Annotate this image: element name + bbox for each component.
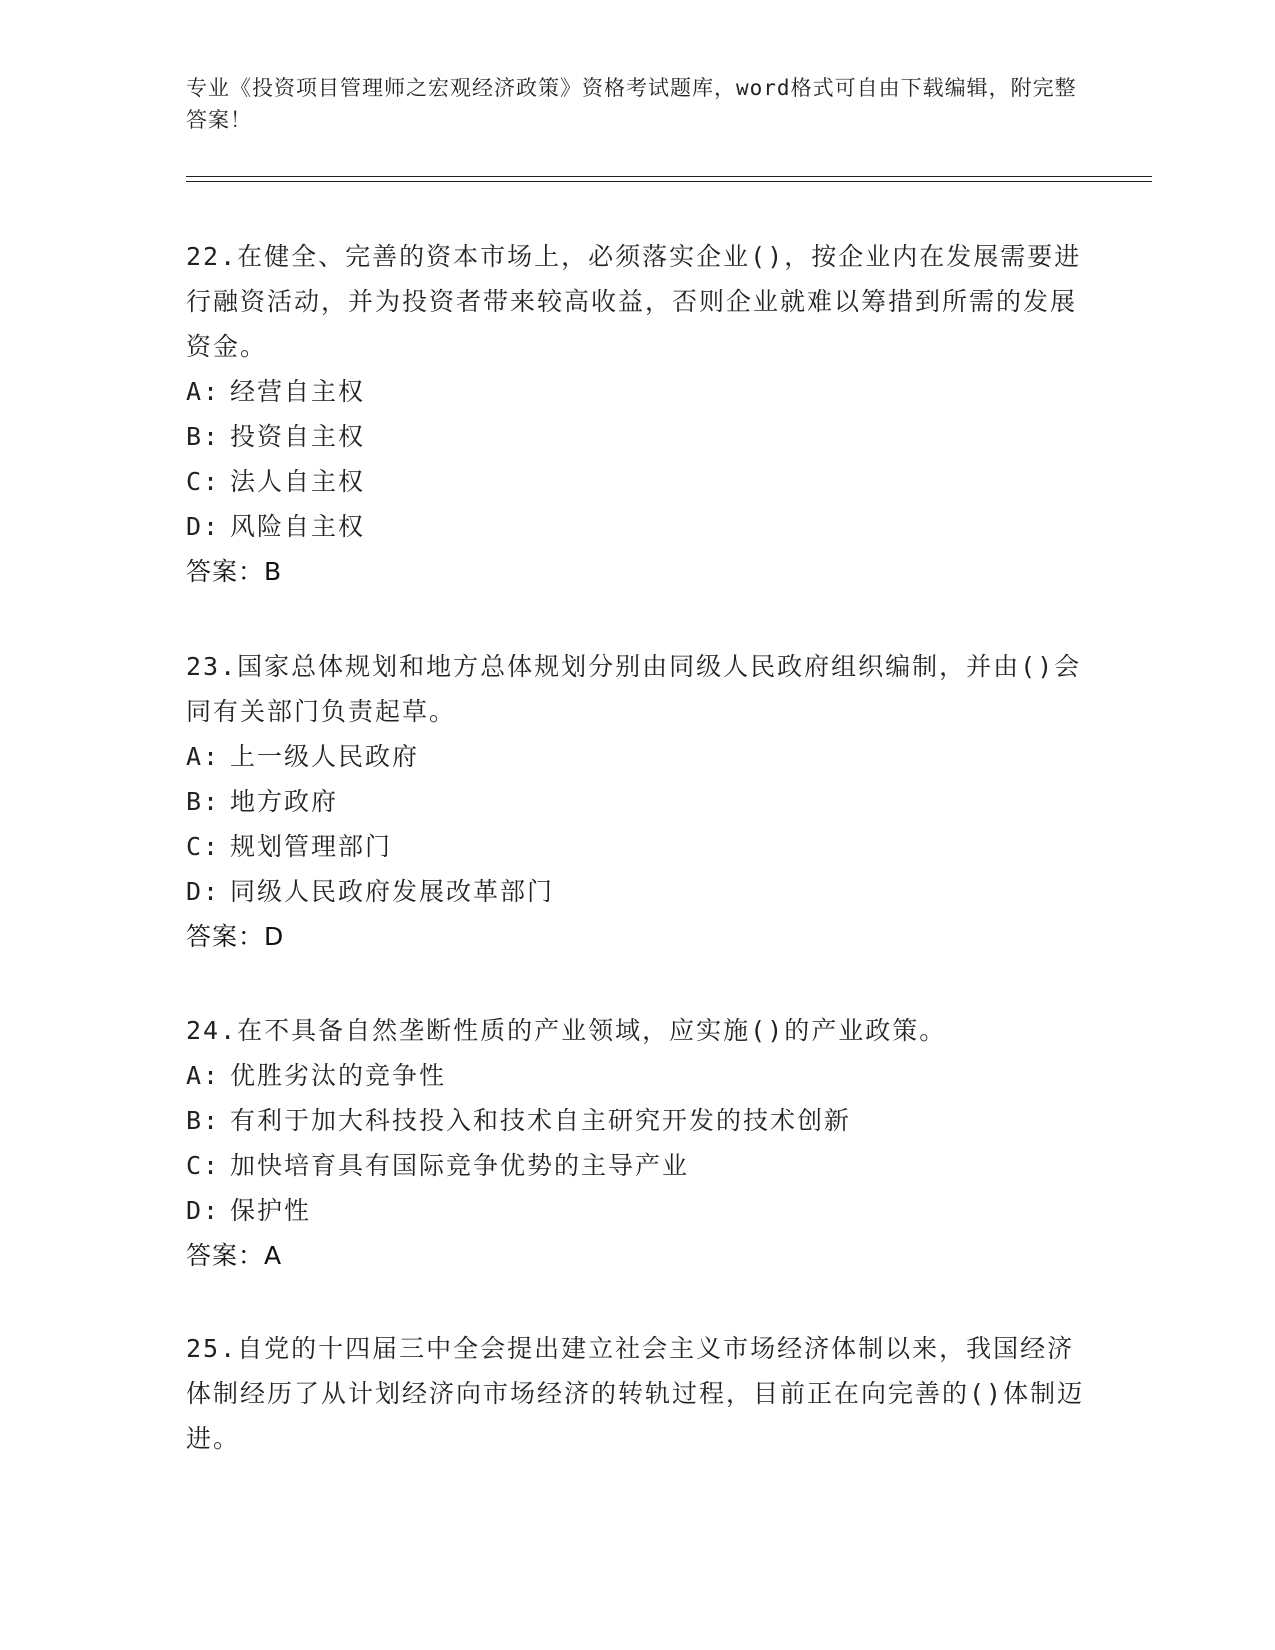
- question-text: 在不具备自然垄断性质的产业领域，应实施()的产业政策。: [237, 1016, 947, 1045]
- question-number: 24.: [186, 1016, 238, 1045]
- option-key: D:: [186, 877, 221, 906]
- header-text: 专业《投资项目管理师之宏观经济政策》资格考试题库，word格式可自由下载编辑，附完整答案！: [186, 76, 1077, 132]
- question-22: [186, 234, 1086, 594]
- question-number: 25.: [186, 1334, 238, 1363]
- option-text: 上一级人民政府: [230, 742, 420, 771]
- option-key: B:: [186, 1106, 221, 1135]
- question-stem: [186, 1008, 1086, 1053]
- option-c: [186, 1143, 1086, 1188]
- option-b: [186, 779, 1086, 824]
- option-text: 有利于加大科技投入和技术自主研究开发的技术创新: [230, 1106, 852, 1135]
- option-text: 保护性: [230, 1196, 312, 1225]
- answer: 答案：A: [186, 1241, 283, 1270]
- option-key: D:: [186, 1196, 221, 1225]
- question-text: 自党的十四届三中全会提出建立社会主义市场经济体制以来，我国经济体制经历了从计划经济向市场经济的转轨过程，目前正在向完善的()体制迈进。: [186, 1334, 1085, 1453]
- document-header: [186, 72, 1086, 136]
- option-key: A:: [186, 377, 221, 406]
- question-number: 22.: [186, 242, 238, 271]
- option-c: [186, 824, 1086, 869]
- question-stem: [186, 1326, 1086, 1461]
- option-key: B:: [186, 787, 221, 816]
- option-d: [186, 1188, 1086, 1233]
- question-stem: [186, 644, 1086, 734]
- header-divider-top: [186, 176, 1152, 177]
- header-divider-bottom: [186, 181, 1152, 182]
- option-key: D:: [186, 512, 221, 541]
- question-25: [186, 1326, 1086, 1461]
- option-text: 法人自主权: [230, 467, 366, 496]
- option-text: 规划管理部门: [230, 832, 393, 861]
- option-text: 经营自主权: [230, 377, 366, 406]
- option-key: C:: [186, 832, 221, 861]
- option-key: C:: [186, 467, 221, 496]
- option-key: C:: [186, 1151, 221, 1180]
- option-text: 加快培育具有国际竞争优势的主导产业: [230, 1151, 690, 1180]
- option-text: 同级人民政府发展改革部门: [230, 877, 555, 906]
- option-c: [186, 459, 1086, 504]
- option-d: [186, 869, 1086, 914]
- question-24: [186, 1008, 1086, 1278]
- option-key: A:: [186, 742, 221, 771]
- option-b: [186, 1098, 1086, 1143]
- question-number: 23.: [186, 652, 238, 681]
- option-d: [186, 504, 1086, 549]
- question-23: [186, 644, 1086, 959]
- option-text: 地方政府: [230, 787, 339, 816]
- option-b: [186, 414, 1086, 459]
- answer: 答案：B: [186, 557, 283, 586]
- option-a: [186, 1053, 1086, 1098]
- option-text: 优胜劣汰的竞争性: [230, 1061, 447, 1090]
- question-text: 在健全、完善的资本市场上，必须落实企业()，按企业内在发展需要进行融资活动，并为投资者带来较高收益，否则企业就难以筹措到所需的发展资金。: [186, 242, 1082, 361]
- option-a: [186, 734, 1086, 779]
- option-text: 风险自主权: [230, 512, 366, 541]
- question-stem: [186, 234, 1086, 369]
- option-key: B:: [186, 422, 221, 451]
- option-key: A:: [186, 1061, 221, 1090]
- question-text: 国家总体规划和地方总体规划分别由同级人民政府组织编制，并由()会同有关部门负责起草。: [186, 652, 1082, 726]
- option-text: 投资自主权: [230, 422, 366, 451]
- answer: 答案：D: [186, 922, 285, 951]
- option-a: [186, 369, 1086, 414]
